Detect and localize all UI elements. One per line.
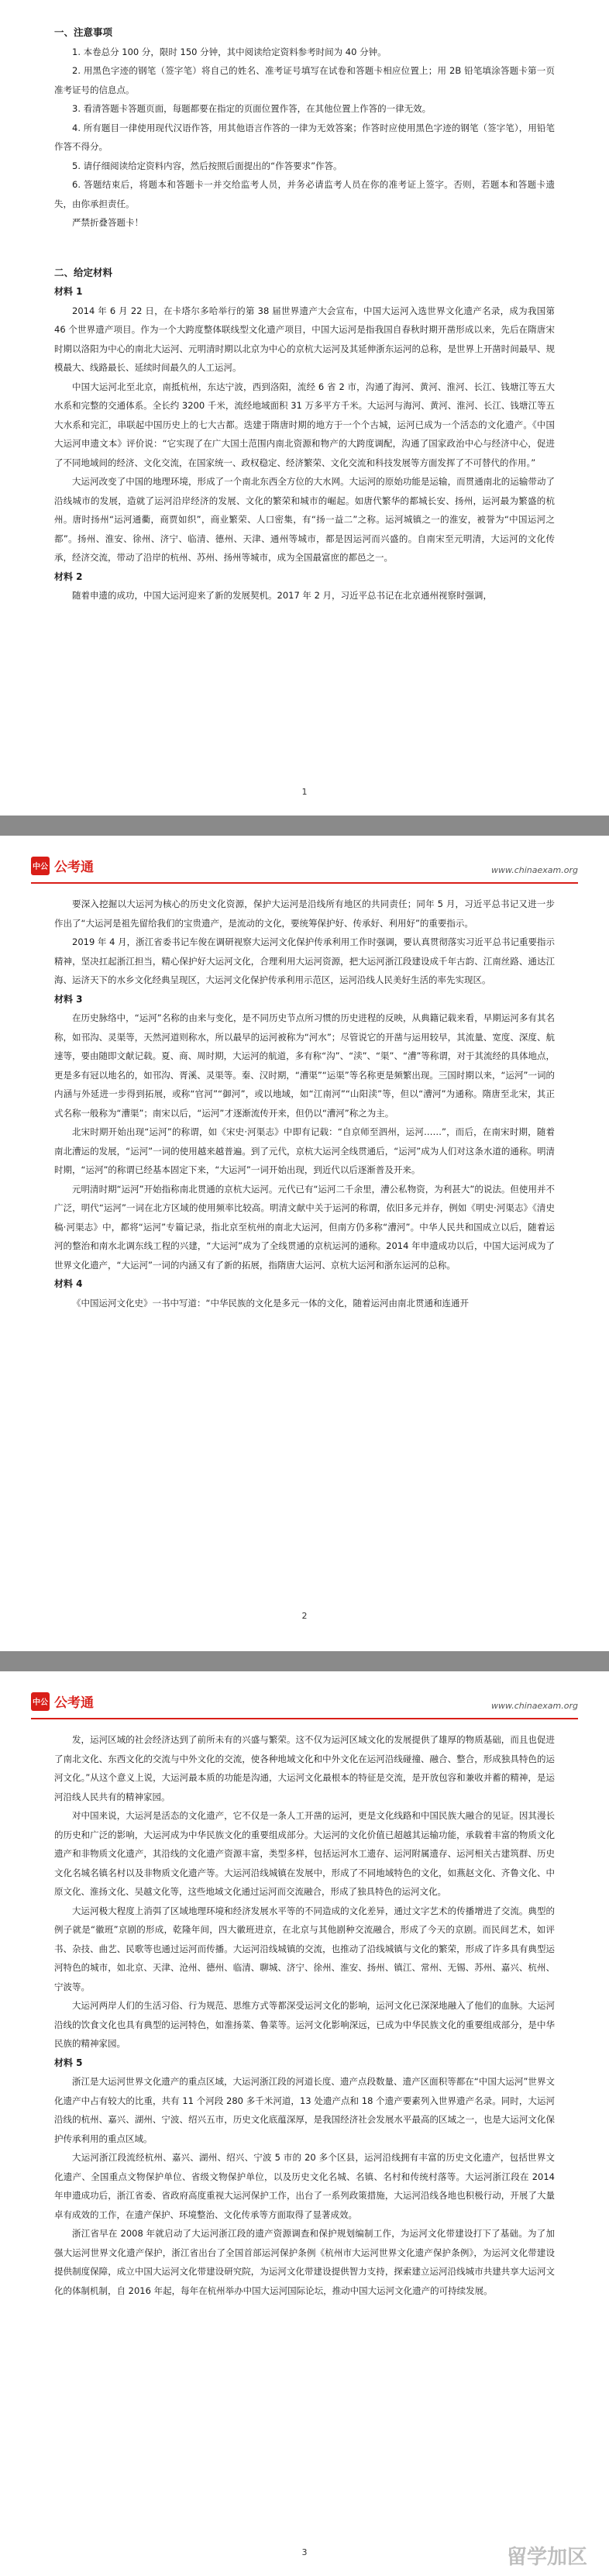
material-5-title: 材料 5 [54,2057,83,2068]
page-header [31,851,578,884]
site-url: www.chinaexam.org [490,1701,578,1711]
brand-logo [31,1691,94,1711]
page-number: 2 [301,1611,308,1621]
page-2 [0,836,609,1651]
section-title-notes: 一、注意事项 [54,26,113,38]
notes-list [54,43,555,233]
material-3-title: 材料 3 [54,993,83,1005]
paragraph: 元明清时期“运河”开始指称南北贯通的京杭大运河。元代已有“运河二千余里，漕公私物资，为利甚大”的说法。但使用并不广泛，明代“运河”一词在北方区域的使用频率比较高。明清文献中关于运河的称谓，依旧多元并存，例如《明史·河渠志》《清史稿·河渠志》中，都将“运河”专篇记录，指北京至杭州的南北大运河，但南方仍多称“漕河”。中华人民共和国成立以后，随着运河的整治和南水北调东线工程的兴建，“大运河”成为了全线贯通的京杭运河的通称。2014 年申遗成功以后，中国大运河成为了世界文化遗产，“大运河”一词的内涵又有了新的拓展，指隋唐大运河、京杭大运河和浙东运河的总称。 [54,1183,555,1271]
page-separator [0,1651,609,1671]
note-item: 2. 用黑色字迹的钢笔（签字笔）将自己的姓名、准考证号填写在试卷和答题卡相应位置上；用 2B 铅笔填涂答题卡第一页准考证号的信息点。 [54,65,555,95]
page-number: 3 [301,2547,308,2557]
paragraph: 北宋时期开始出现“运河”的称谓，如《宋史·河渠志》中即有记载：“自京师至泗州，运河……”，而后，在南宋时期，随着南北漕运的发展，“运河”一词的使用越来越普遍。到了元代，京杭大运河全线贯通后，“运河”成为人们对这条水道的通称。明清时期，“运河”的称谓已经基本固定下来，“大运河”一词开始出现，到近代以后逐渐普及开来。 [54,1126,555,1175]
paragraph: 浙江省早在 2008 年就启动了大运河浙江段的遗产资源调查和保护规划编制工作，为运河文化带建设打下了基础。为了加强大运河世界文化遗产保护，浙江省出台了全国首部运河保护条例《杭州市大运河世界文化遗产保护条例》，为运河文化带建设提供制度保障，成立中国大运河文化带建设研究院，为运河文化带建设提供智力支持，探索建立运河沿线城市共建共享大运河文化的体制机制，自 2016 年起，每年在杭州举办中国大运河国际论坛，推动中国大运河文化遗产的可持续发展。 [54,2228,555,2296]
section-title-materials: 二、给定材料 [54,266,113,278]
paragraph: 2014 年 6 月 22 日，在卡塔尔多哈举行的第 38 届世界遗产大会宣布，中国大运河入选世界文化遗产名录，成为我国第 46 个世界遗产项目。作为一个大跨度整体联线型文化遗产项目，中国大运河是指我国自春秋时期开凿形成以来，先后在隋唐宋时期以洛阳为中心的南北大运河、元明清时期以北京为中心的京杭大运河及其延伸浙东运河的总称，是世界上开凿时间最早、规模最大、线路最长、延续时间最久的人工运河。 [54,305,555,373]
page-separator [0,816,609,836]
paragraph: 要深入挖掘以大运河为核心的历史文化资源，保护大运河是沿线所有地区的共同责任；同年 5 月，习近平总书记又进一步作出了“大运河是祖先留给我们的宝贵遗产，是流动的文化，要统筹保护好、传承好、利用好”的重要指示。 [54,898,555,929]
note-item: 4. 所有题目一律使用现代汉语作答，用其他语言作答的一律为无效答案；作答时应使用黑色字迹的钢笔（签字笔），用铅笔作答不得分。 [54,122,555,152]
paragraph: 大运河浙江段流经杭州、嘉兴、湖州、绍兴、宁波 5 市的 20 多个区县，运河沿线拥有丰富的历史文化遗产，包括世界文化遗产、全国重点文物保护单位、省级文物保护单位，以及历史文化名城、名镇、名村和传统村落等。大运河浙江段在 2014 年申遗成功后，浙江省委、省政府高度重视大运河保护工作，出台了一系列政策措施，大运河沿线各地也积极行动，开展了大量卓有成效的工作，在遗产保护、环境整治、文化传承等方面取得了显著成效。 [54,2152,555,2220]
paragraph: 浙江是大运河世界文化遗产的重点区域，大运河浙江段的河道长度、遗产点段数量、遗产区面积等都在“中国大运河”世界文化遗产中占有较大的比重，共有 11 个河段 280 多千米河道，13 处遗产点和 18 个遗产要素列入世界遗产名录。同时，大运河沿线的杭州、嘉兴、湖州、宁波、绍兴五市，历史文化底蕴深厚，是我国经济社会发展水平最高的区域之一，也是大运河文化保护传承利用的重点区域。 [54,2076,555,2144]
paragraph: 中国大运河北至北京，南抵杭州，东达宁波，西到洛阳，流经 6 省 2 市，沟通了海河、黄河、淮河、长江、钱塘江等五大水系和完整的交通体系。全长约 3200 千米，流经地域面积 31 万多平方千米。大运河与海河、黄河、淮河、长江、钱塘江等五大水系和完汇，串联起中国历史上的七大古都。迭建于隋唐时期的地方于一个个古城，运河已成为一个活态的文化遗产。《中国大运河申遗文本》评价说：“它实现了在广大国土范围内南北资源和物产的大跨度调配，沟通了国家政治中心与经济中心，促进了不同地域间的经济、文化交流，在国家统一、政权稳定、经济繁荣、文化交流和科技发展等方面发挥了不可替代的作用。” [54,381,555,468]
paragraph: 发，运河区域的社会经济达到了前所未有的兴盛与繁荣。这不仅为运河区域文化的发展提供了雄厚的物质基础，而且也促进了南北文化、东西文化的交流与中外文化的交流，使各种地域文化和中外文化在运河沿线碰撞、融合、整合，形成独具特色的运河文化。”从这个意义上说，大运河最本质的功能是沟通，大运河文化最根本的特征是交流，是开放包容和兼收并蓄的精神，是运河沿线人民共有的精神家园。 [54,1734,555,1802]
brand-logo [31,856,94,875]
page-1-body [54,23,555,605]
note-item: 6. 答题结束后，将题本和答题卡一并交给监考人员，并务必请监考人员在你的准考证上签字。否则，若题本和答题卡遗失，由你承担责任。 [54,179,555,209]
paragraph: 《中国运河文化史》一书中写道：“中华民族的文化是多元一体的文化，随着运河由南北贯通和连通开 [72,1297,469,1309]
page-3-body [54,1730,555,2300]
page-number: 1 [301,787,308,797]
paragraph: 在历史脉络中，“运河”名称的由来与变化，是不同历史节点所习惯的历史进程的反映，从典籍记载来看，早期运河多有其名称，如邗沟、灵渠等，天然河道则称水，所以最早的运河被称为“河水”；尽管说它的开凿与运用较早，其流量、宽度、深度、航速等，要由随即文献记载。夏、商、周时期，大运河的航道，多有称“沟”、“渎”、“渠”、“漕”等称谓，对于其流经的具体地点，更是多有冠以地名的，如邗沟、胥溪、灵渠等。秦、汉时期，“漕渠”“运渠”等名称更是频繁出现。三国时期以来，“运河”一词的内涵与外延进一步得到拓展，或称“官河”“御河”，或以地域，如“江南河”“山阳渎”等，但以“漕河”为通称。隋唐至北宋，其正式名称一般称为“漕渠”；南宋以后，“运河”才逐渐流传开来，但仍以“漕河”称之为主。 [54,1012,555,1119]
site-url: www.chinaexam.org [490,865,578,875]
paragraph: 对中国来说，大运河是活态的文化遗产，它不仅是一条人工开凿的运河，更是文化线路和中国民族大融合的见证。因其漫长的历史和广泛的影响，大运河成为中华民族文化的重要组成部分。大运河的文化价值已超越其运输功能，承载着丰富的物质文化遗产和非物质文化遗产，其沿线的文化遗产资源丰富，类型多样，包括运河水工遗存、运河附属遗存、运河相关古建筑群、历史文化名城名镇名村以及非物质文化遗产等。大运河沿线城镇在发展中，形成了不同地域特色的文化，如燕赵文化、齐鲁文化、中原文化、淮扬文化、吴越文化等，这些地域文化通过运河而交流融合，形成了独具特色的运河文化。 [54,1810,555,1897]
paragraph: 2019 年 4 月，浙江省委书记车俊在调研视察大运河文化保护传承利用工作时强调，要认真贯彻落实习近平总书记重要指示精神，坚决扛起浙江担当，精心保护好大运河文化，合理利用大运河资源，把大运河浙江段建设成千年古韵、江南丝路、通达江海、运济天下的水乡文化经典呈现区，大运河文化保护传承利用示范区，运河沿线人民美好生活的率先实现区。 [54,936,555,985]
watermark-logo: 留学加区 [506,2546,587,2569]
page-header [31,1687,578,1719]
logo-icon: 中公 [31,857,50,875]
brand-name: 公考通 [54,1695,94,1711]
note-item: 3. 看清答题卡答题页面，每题都要在指定的页面位置作答，在其他位置上作答的一律无效。 [72,103,432,114]
brand-name: 公考通 [54,860,94,875]
paragraph: 大运河两岸人们的生活习俗、行为规范、思维方式等都深受运河文化的影响，运河文化已深深地融入了他们的血脉。大运河沿线的饮食文化也具有典型的运河特色，如淮扬菜、鲁菜等。运河文化影响深远，已成为中华民族文化的重要组成部分，是中华民族的精神家园。 [54,2000,555,2049]
page-1 [0,0,609,816]
paragraph: 大运河改变了中国的地理环境，形成了一个南北东西全方位的大水网。大运河的原始功能是运输，而贯通南北的运输带动了沿线城市的发展，造就了运河沿岸经济的发展、文化的繁荣和城市的崛起。如唐代繁华的都城长安、扬州，运河最为繁盛的杭州。唐时扬州“运河通衢，商贾如织”，商业繁荣、人口密集，有“扬一益二”之称。运河城镇之一的淮安，被誉为“中国运河之都”。扬州、淮安、徐州、济宁、临清、德州、天津、通州等城市，都是因运河而兴盛的。自南宋至元明清，大运河的文化传承，经济交流，带动了沿岸的杭州、苏州、扬州等城市，成为全国最富庶的都邑之一。 [54,476,555,563]
material-1-title: 材料 1 [54,286,83,297]
logo-icon: 中公 [31,1692,50,1711]
note-item: 5. 请仔细阅读给定资料内容，然后按照后面提出的“作答要求”作答。 [72,160,342,171]
page-2-body [54,895,555,1312]
note-item: 严禁折叠答题卡！ [72,217,143,228]
note-item: 1. 本卷总分 100 分，限时 150 分钟，其中阅读给定资料参考时间为 40 分钟。 [72,46,387,57]
material-4-title: 材料 4 [54,1278,83,1289]
page-3 [0,1671,609,2576]
paragraph: 大运河极大程度上消弭了区域地理环境和经济发展水平等的不同造成的文化差异，通过文字艺术的传播增进了交流。典型的例子就是“徽班”京剧的形成，乾隆年间，四大徽班进京，在北京与其他剧种交流融合，形成了今天的京剧。而民间艺术，如评书、杂技、曲艺、民歌等也通过运河而传播。大运河沿线城镇的交流，也推动了沿线城镇与文化的繁荣，形成了许多具有典型运河特色的城市，如北京、天津、沧州、德州、临清、聊城、济宁、徐州、淮安、扬州、镇江、常州、无锡、苏州、嘉兴、杭州、宁波等。 [54,1905,555,1992]
material-2-title: 材料 2 [54,571,83,582]
paragraph: 随着申遗的成功，中国大运河迎来了新的发展契机。2017 年 2 月，习近平总书记在北京通州视察时强调， [72,590,493,601]
